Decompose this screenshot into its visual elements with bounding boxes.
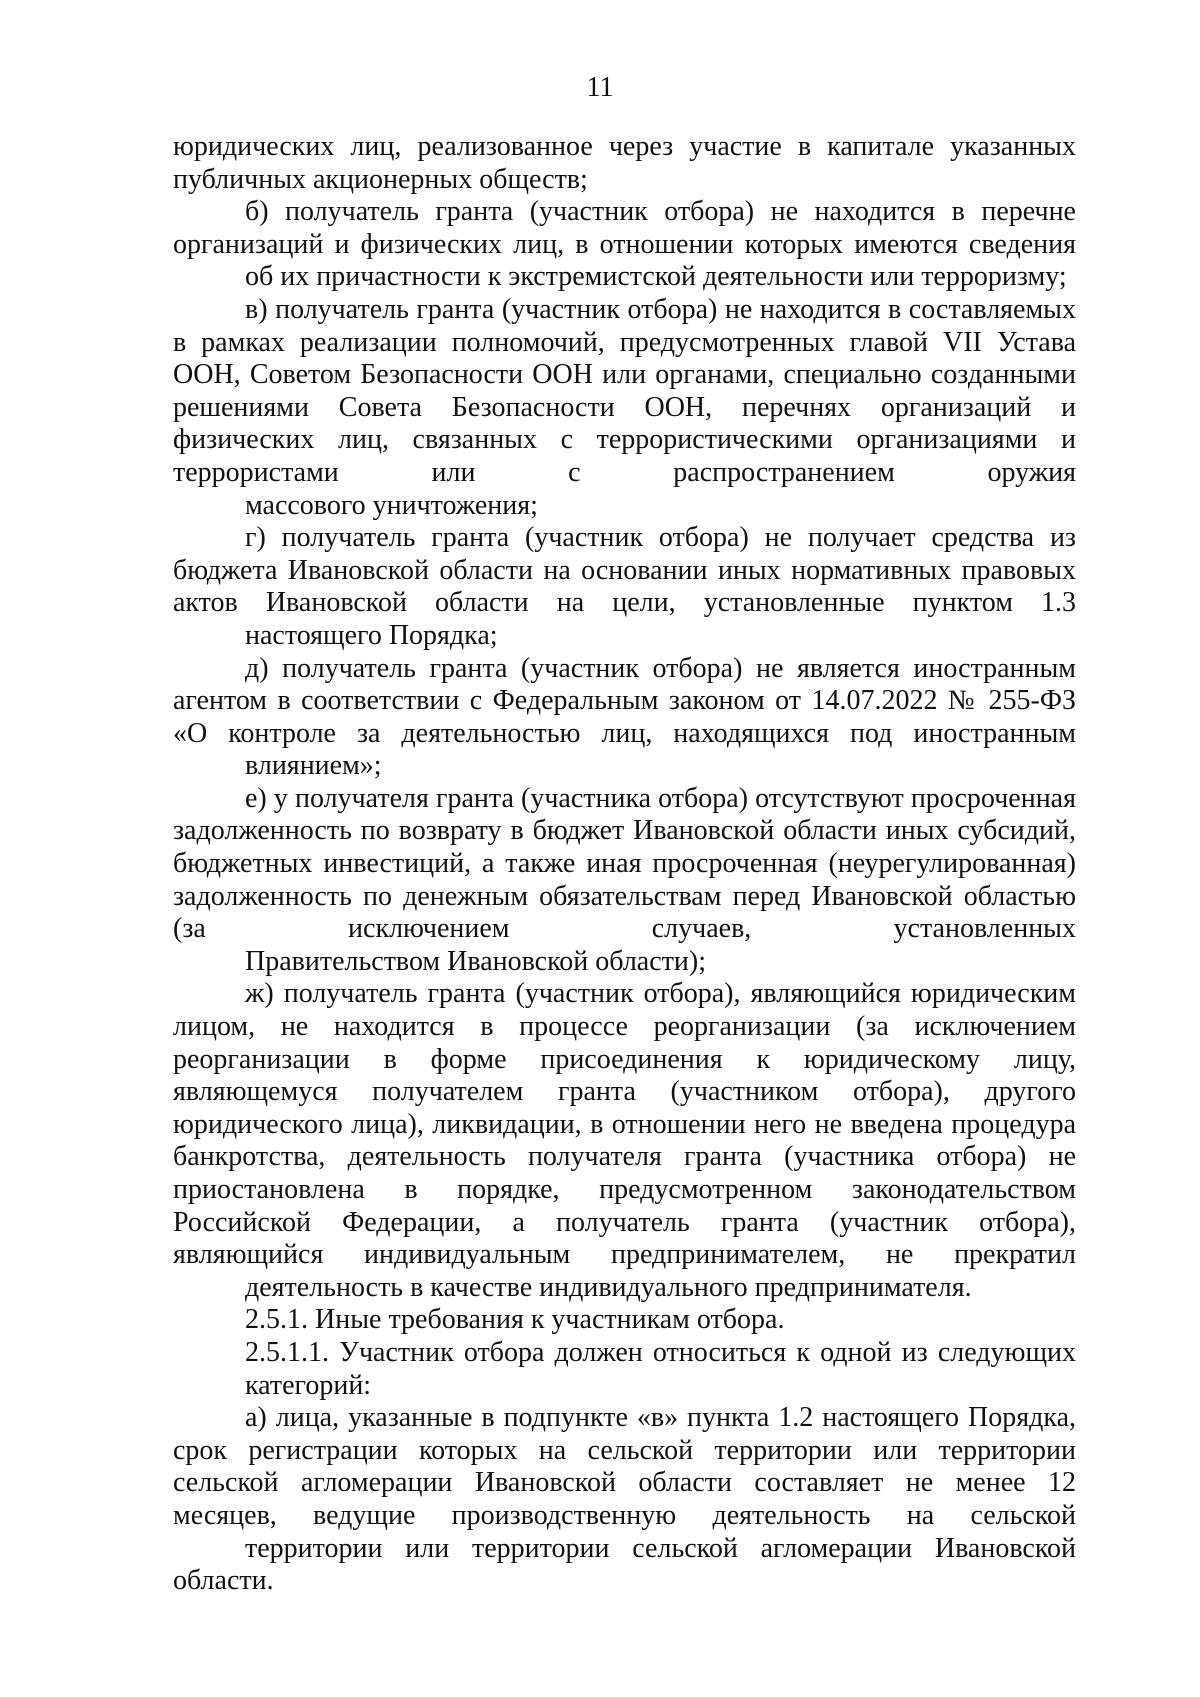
paragraph-last-line: настоящего Порядка;	[245, 619, 498, 651]
paragraph-text: а) лица, указанные в подпункте «в» пункта 1.2 настоящего Порядка, срок регистрации которых на сельской территории или территории сельской агломерации Ивановской области составляет не менее 12 месяцев, ведущие производственную деятельность на сельской	[173, 1402, 1076, 1531]
paragraph-last-line: публичных акционерных обществ;	[173, 163, 588, 195]
paragraph-text: д) получатель гранта (участник отбора) не является иностранным агентом в соответствии с Федеральным законом от 14.07.2022 № 255-ФЗ «О контроле за деятельностью лиц, находящихся под иностранным	[173, 652, 1076, 749]
paragraph-item-a	[173, 1402, 1076, 1598]
paragraph-item-d	[173, 653, 1076, 783]
paragraph-section-2-5-1-1	[173, 1337, 1076, 1402]
paragraph-last-line: Правительством Ивановской области);	[245, 945, 706, 977]
paragraph-continuation	[173, 131, 1076, 196]
paragraph-text: ж) получатель гранта (участник отбора), являющийся юридическим лицом, не находится в процессе реорганизации (за исключением реорганизации в форме присоединения к юридическому лицу, являющемуся получателем гранта (участником отбора), другого юридического лица), ликвидации, в отношении него не введена процедура банкротства, деятельность получателя гранта (участника отбора) не приостановлена в порядке, предусмотренном законодательством Российской Федерации, а получатель гранта (участник отбора), являющийся индивидуальным предпринимателем, не прекратил	[173, 978, 1076, 1271]
paragraph-text: б) получатель гранта (участник отбора) не находится в перечне организаций и физических лиц, в отношении которых имеются сведения	[173, 196, 1076, 260]
paragraph-last-line: об их причастности к экстремистской деятельности или терроризму;	[245, 261, 1067, 293]
paragraph-last-line: массового уничтожения;	[245, 489, 538, 521]
paragraph-last-line: категорий:	[245, 1369, 372, 1401]
paragraph-last-line: деятельность в качестве индивидуального предпринимателя.	[245, 1271, 972, 1303]
document-body	[173, 131, 1076, 1598]
page-number: 11	[586, 72, 614, 103]
paragraph-item-g	[173, 522, 1076, 652]
paragraph-last-line: 2.5.1. Иные требования к участникам отбора.	[245, 1304, 785, 1336]
paragraph-last-line: влиянием»;	[245, 750, 382, 782]
paragraph-text: е) у получателя гранта (участника отбора) отсутствуют просроченная задолженность по возврату в бюджет Ивановской области иных субсидий, бюджетных инвестиций, а также иная просроченная (неурегулированная) задолженность по денежным обязательствам перед Ивановской областью (за исключением случаев, установленных	[173, 782, 1076, 945]
paragraph-item-b	[173, 196, 1076, 294]
paragraph-text: 2.5.1.1. Участник отбора должен относиться к одной из следующих	[245, 1336, 1076, 1368]
paragraph-text: в) получатель гранта (участник отбора) не находится в составляемых в рамках реализации полномочий, предусмотренных главой VII Устава ООН, Советом Безопасности ООН или органами, специально созданными решениями Совета Безопасности ООН, перечнях организаций и физических лиц, связанных с террористическими организациями и террористами или с распространением оружия	[173, 293, 1076, 488]
paragraph-item-v	[173, 294, 1076, 522]
paragraph-last-line: территории или территории сельской агломерации Ивановской области.	[173, 1532, 1076, 1597]
paragraph-section-2-5-1	[173, 1304, 1076, 1337]
paragraph-item-e	[173, 783, 1076, 979]
paragraph-text: г) получатель гранта (участник отбора) не получает средства из бюджета Ивановской области на основании иных нормативных правовых актов Ивановской области на цели, установленные пунктом 1.3	[173, 522, 1076, 619]
paragraph-text: юридических лиц, реализованное через участие в капитале указанных	[173, 131, 1076, 162]
paragraph-item-zh	[173, 978, 1076, 1304]
